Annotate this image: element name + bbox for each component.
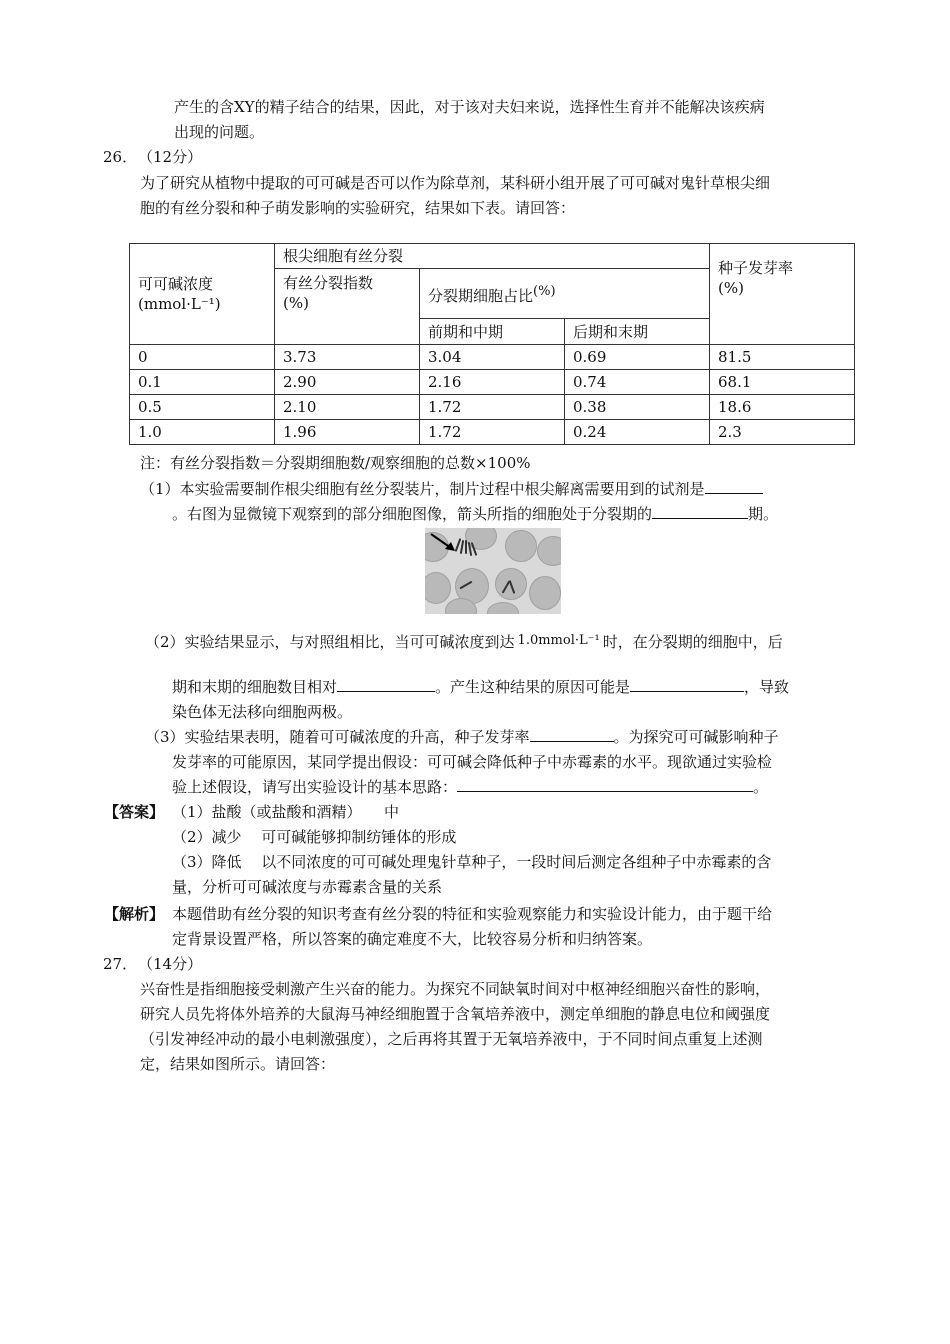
q26-part1-text-2: 。右图为显微镜下观察到的部分细胞图像，箭头所指的细胞处于分裂期的 <box>172 505 653 523</box>
cell-late: 0.69 <box>565 345 710 370</box>
q27-stem-4: 定，结果如图所示。请回答： <box>140 1055 336 1073</box>
q26-part2-line3: 染色体无法移向细胞两极。 <box>172 703 353 721</box>
table-note: 注：有丝分裂指数＝分裂期细胞数/观察细胞的总数×100% <box>140 454 531 472</box>
answer-line-2: （2）减少 可可碱能够抑制纺锤体的形成 <box>172 828 457 846</box>
cell-germ: 81.5 <box>710 345 855 370</box>
q26-number: 26． <box>103 148 138 166</box>
q26-part2-end-2: ，导致 <box>744 678 790 696</box>
q26-part2-end: 时，在分裂期的细胞中，后 <box>602 633 783 651</box>
cell-index: 2.90 <box>275 370 420 395</box>
cell-conc: 0 <box>130 345 275 370</box>
header-early-phase: 前期和中期 <box>420 319 565 345</box>
analysis-line-2: 定背景设置严格，所以答案的确定难度不大，比较容易分析和归纳答案。 <box>172 930 653 948</box>
results-table <box>129 243 855 445</box>
cell-late: 0.74 <box>565 370 710 395</box>
q26-part3-line2: 发芽率的可能原因，某同学提出假设：可可碱会降低种子中赤霉素的水平。现欲通过实验检 <box>172 753 773 771</box>
table-row <box>130 395 855 420</box>
header-concentration-label: 可可碱浓度 <box>138 275 214 293</box>
cell-late: 0.24 <box>565 420 710 445</box>
answer-blank <box>652 503 748 519</box>
q27-stem-3: （引发神经冲动的最小电刺激强度），之后再将其置于无氧培养液中，于不同时间点重复上述测 <box>140 1030 763 1048</box>
q27-stem-1: 兴奋性是指细胞接受刺激产生兴奋的能力。为探究不同缺氧时间对中枢神经细胞兴奋性的影响， <box>140 980 771 998</box>
table-row <box>130 345 855 370</box>
answer-tag: 【答案】 <box>104 803 165 821</box>
cell-early: 3.04 <box>420 345 565 370</box>
header-mitotic-index-unit: (%) <box>283 294 309 312</box>
header-germination <box>710 244 855 345</box>
table-row <box>130 420 855 445</box>
answer-blank <box>630 676 744 692</box>
q26-part3-end: 。为探究可可碱影响种子 <box>613 728 779 746</box>
answer-line-3: （3）降低 以不同浓度的可可碱处理鬼针草种子，一段时间后测定各组种子中赤霉素的含 <box>172 853 772 871</box>
cell-index: 1.96 <box>275 420 420 445</box>
q26-part2-conc: 1.0mmol·L⁻¹ <box>517 633 600 648</box>
intro-line-1: 产生的含XY的精子结合的结果，因此，对于该对夫妇来说，选择性生育并不能解决该疾病 <box>174 98 765 116</box>
answer-blank <box>705 478 763 494</box>
answer-blank <box>337 676 435 692</box>
q26-part3-end-3: 。 <box>753 778 769 796</box>
analysis-line-1: 本题借助有丝分裂的知识考查有丝分裂的特征和实验观察能力和实验设计能力，由于题干给 <box>172 905 773 923</box>
cell-late: 0.38 <box>565 395 710 420</box>
cell-germ: 18.6 <box>710 395 855 420</box>
q26-part2-mid: 。产生这种结果的原因可能是 <box>435 678 631 696</box>
answer-line-4: 量，分析可可碱浓度与赤霉素含量的关系 <box>172 878 443 896</box>
q26-score: （12分） <box>138 148 203 166</box>
q26-part2-text-2: 期和末期的细胞数目相对 <box>172 678 338 696</box>
cell-conc: 0.1 <box>130 370 275 395</box>
cell-early: 1.72 <box>420 395 565 420</box>
q27-score: （14分） <box>138 955 203 973</box>
cell-germ: 68.1 <box>710 370 855 395</box>
q26-part3-text: （3）实验结果表明，随着可可碱浓度的升高，种子发芽率 <box>145 728 530 746</box>
micrograph-image <box>425 528 561 614</box>
header-phase-ratio-unit: (%) <box>533 283 556 299</box>
header-germination-unit: (%) <box>718 279 744 297</box>
q26-part1-line2 <box>172 503 778 525</box>
q26-part2-line2 <box>172 676 789 698</box>
q26-part1-end: 期。 <box>748 505 779 523</box>
q26-part3-line1 <box>145 726 779 748</box>
q27-stem-2: 研究人员先将体外培养的大鼠海马神经细胞置于含氧培养液中，测定单细胞的静息电位和阈强度 <box>140 1005 771 1023</box>
q26-part2-text: （2）实验结果显示，与对照组相比，当可可碱浓度到达 <box>145 633 515 651</box>
q26-part3-text-3: 验上述假设，请写出实验设计的基本思路： <box>172 778 458 796</box>
cell-conc: 1.0 <box>130 420 275 445</box>
header-phase-ratio <box>420 269 710 319</box>
cell-conc: 0.5 <box>130 395 275 420</box>
q26-stem-2: 胞的有丝分裂和种子萌发影响的实验研究，结果如下表。请回答： <box>140 199 576 217</box>
answer-blank <box>530 726 614 742</box>
header-concentration <box>130 244 275 345</box>
cell-index: 2.10 <box>275 395 420 420</box>
q26-part1-text: （1）本实验需要制作根尖细胞有丝分裂装片，制片过程中根尖解离需要用到的试剂是 <box>140 480 705 498</box>
cell-germ: 2.3 <box>710 420 855 445</box>
answer-blank <box>457 776 753 792</box>
cell-early: 2.16 <box>420 370 565 395</box>
table-row <box>130 370 855 395</box>
header-phase-ratio-label: 分裂期细胞占比 <box>428 286 534 305</box>
header-mitosis: 根尖细胞有丝分裂 <box>275 244 710 269</box>
header-concentration-unit: (mmol·L⁻¹) <box>138 295 221 313</box>
answer-line-1: （1）盐酸（或盐酸和酒精） 中 <box>172 803 400 821</box>
cell-early: 1.72 <box>420 420 565 445</box>
header-late-phase: 后期和末期 <box>565 319 710 345</box>
q26-part2-line1 <box>145 630 783 653</box>
cell-index: 3.73 <box>275 345 420 370</box>
q26-stem-1: 为了研究从植物中提取的可可碱是否可以作为除草剂，某科研小组开展了可可碱对鬼针草根尖细 <box>140 174 771 192</box>
q27-number: 27． <box>103 955 138 973</box>
q26-part3-line3 <box>172 776 768 798</box>
header-germination-label: 种子发芽率 <box>718 259 794 277</box>
arrow-icon <box>429 532 459 554</box>
q26-part1-line1 <box>140 478 763 500</box>
header-mitotic-index <box>275 269 420 345</box>
intro-line-2: 出现的问题。 <box>174 123 265 141</box>
analysis-tag: 【解析】 <box>104 905 165 923</box>
header-mitotic-index-label: 有丝分裂指数 <box>283 274 374 292</box>
